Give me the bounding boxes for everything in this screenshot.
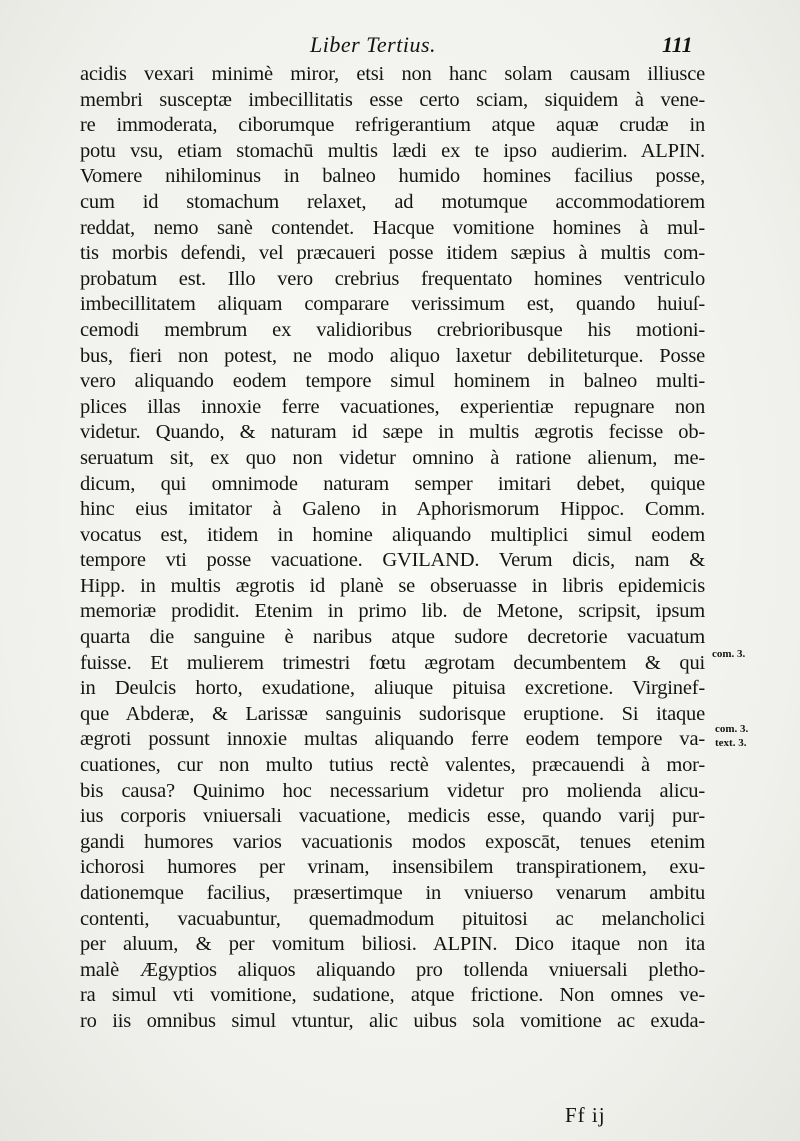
text-line: acidis vexari minimè miror, etsi non hanc solam causam illiusce: [80, 63, 705, 85]
body-text: [80, 62, 705, 1035]
text-line: reddat, nemo sanè contendet. Hacque vomitione homines à mul-: [80, 216, 705, 239]
text-line: ra simul vti vomitione, sudatione, atque frictione. Non omnes ve-: [80, 984, 705, 1007]
text-line: re immoderata, ciborumque refrigerantium atque aquæ crudæ in: [80, 114, 705, 137]
page-header: [0, 30, 800, 62]
page-number: 111: [662, 32, 693, 57]
text-line: membri susceptæ imbecillitatis esse certo sciam, siquidem à vene-: [80, 88, 705, 111]
text-line: probatum est. Illo vero crebrius frequentato homines ventriculo: [80, 267, 705, 290]
text-line: dicum, qui omnimode naturam semper imitari debet, quique: [80, 472, 705, 495]
text-line: ius corporis vniuersali vacuatione, medicis esse, quando varij pur-: [80, 805, 705, 828]
text-line: tempore vti posse vacuatione. GVILAND. Verum dicis, nam &: [80, 549, 705, 572]
text-line: ro iis omnibus simul vtuntur, alic uibus sola vomitione ac exuda-: [80, 1009, 705, 1032]
text-line: ichorosi humores per vrinam, insensibilem transpirationem, exu-: [80, 856, 705, 879]
text-line: vero aliquando eodem tempore simul hominem in balneo multi-: [80, 370, 705, 393]
text-line: cum id stomachum relaxet, ad motumque accommodatiorem: [80, 190, 705, 213]
text-line: dationemque facilius, præsertimque in vniuerso venarum ambitu: [80, 882, 705, 904]
margin-note: text. 3.: [715, 737, 747, 749]
text-line: ægroti possunt innoxie multas aliquando ferre eodem tempore va-: [80, 728, 705, 751]
text-line: plices illas innoxie ferre vacuationes, experientiæ repugnare non: [80, 395, 705, 418]
text-line: gandi humores varios vacuationis modos exposcāt, tenues etenim: [80, 830, 705, 853]
text-line: Vomere nihilominus in balneo humido homines facilius posse,: [80, 165, 705, 188]
text-line: quarta die sanguine è naribus atque sudore decretorie vacuatum: [80, 626, 705, 649]
text-line: vocatus est, itidem in homine aliquando multiplici simul eodem: [80, 523, 705, 546]
text-line: cemodi membrum ex validioribus crebrioribusque his motioni-: [80, 318, 705, 341]
text-line: hinc eius imitator à Galeno in Aphorismorum Hippoc. Comm.: [80, 498, 705, 521]
text-line: memoriæ prodidit. Etenim in primo lib. de Metone, scripsit, ipsum: [80, 600, 705, 623]
running-title: Liber Tertius.: [310, 32, 437, 57]
text-line: per aluum, & per vomitum biliosi. ALPIN. Dico itaque non ita: [80, 933, 705, 956]
text-line: in Deulcis horto, exudatione, aliuque pituisa excretione. Virginef-: [80, 677, 705, 700]
margin-note: com. 3.: [712, 648, 746, 660]
text-line: Hipp. in multis ægrotis id planè se obseruasse in libris epidemicis: [80, 574, 705, 597]
text-line: contenti, vacuabuntur, quemadmodum pituitosi ac melancholici: [80, 907, 705, 930]
text-line: videtur. Quando, & naturam id sæpe in multis ægrotis fecisse ob-: [80, 421, 705, 444]
text-line: potu vsu, etiam stomachū multis lædi ex te ipso audierim. ALPIN.: [80, 139, 705, 162]
catchword-signature: Ff ij: [565, 1103, 606, 1127]
text-line: bis causa? Quinimo hoc necessarium videtur pro molienda alicu-: [80, 779, 705, 802]
text-line: bus, fieri non potest, ne modo aliquo laxetur debiliteturque. Posse: [80, 344, 705, 367]
margin-note: com. 3.: [715, 723, 749, 735]
text-line: que Abderæ, & Larissæ sanguinis sudorisque eruptione. Si itaque: [80, 702, 705, 725]
text-line: malè Ægyptios aliquos aliquando pro tollenda vniuersali plethο-: [80, 958, 705, 981]
text-line: cuationes, cur non multo tutius rectè valentes, præcauendi à mor-: [80, 754, 705, 777]
text-line: imbecillitatem aliquam comparare verissimum est, quando huiuſ-: [80, 293, 705, 316]
text-line: fuisse. Et mulierem trimestri fœtu ægrotam decumbentem & qui: [80, 651, 705, 674]
text-line: tis morbis defendi, vel præcaueri posse itidem sæpius à multis com-: [80, 242, 705, 265]
text-line: seruatum sit, ex quo non videtur omnino à ratione alienum, me-: [80, 446, 705, 469]
